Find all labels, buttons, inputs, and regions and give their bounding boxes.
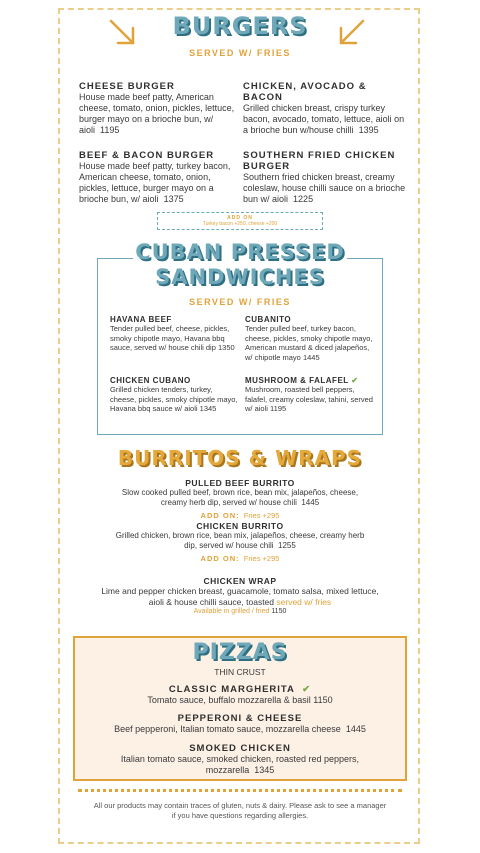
- available-note: Available in grilled / fried: [193, 608, 270, 615]
- item-name: CUBANITO: [245, 315, 292, 324]
- addon-label: ADD ON:: [200, 554, 240, 563]
- menu-item: [110, 376, 240, 414]
- pizzas-title: PIZZAS: [192, 640, 288, 665]
- item-price: 1255: [278, 541, 296, 550]
- allergy-note-line2: if you have questions regarding allergies.: [171, 811, 309, 820]
- menu-item: [100, 576, 380, 615]
- item-price: 1350: [217, 343, 235, 352]
- menu-item: [243, 81, 408, 136]
- menu-item: [245, 376, 375, 414]
- item-price: 1195: [100, 125, 120, 135]
- veg-check-icon: ✔: [351, 376, 359, 385]
- menu-item: [95, 684, 385, 706]
- allergy-note: [70, 801, 410, 821]
- menu-item: [105, 743, 375, 776]
- item-name: CHICKEN WRAP: [203, 576, 277, 586]
- item-price: 1375: [163, 194, 184, 204]
- veg-check-icon: ✔: [302, 684, 312, 695]
- item-price: 1445: [301, 498, 320, 507]
- burgers-title: BURGERS: [172, 12, 308, 40]
- item-name: CHICKEN CUBANO: [110, 376, 191, 385]
- item-desc: Tomato sauce, buffalo mozzarella & basil: [147, 695, 311, 705]
- cuban-title-line2: SANDWICHES: [155, 265, 325, 289]
- burgers-addon-box: [157, 212, 323, 230]
- item-name: PEPPERONI & CHEESE: [177, 713, 303, 724]
- item-name: CLASSIC MARGHERITA: [168, 684, 295, 695]
- allergy-note-line1: All our products may contain traces of gluten, nuts & dairy. Please ask to see a manager: [93, 801, 387, 810]
- item-desc: Beef pepperoni, Italian tomato sauce, mozzarella cheese: [114, 724, 341, 734]
- addon-text: Fries +295: [243, 511, 280, 520]
- item-name: SOUTHERN FRIED CHICKEN BURGER: [243, 150, 396, 172]
- menu-item: [243, 150, 408, 205]
- item-name: PULLED BEEF BURRITO: [185, 478, 295, 488]
- menu-item: [110, 315, 240, 353]
- menu-item: [245, 315, 375, 362]
- item-price: 1150: [271, 608, 287, 615]
- item-desc: Mushroom, roasted bell peppers, falafel, creamy coleslaw, tahini, served w/ aioli: [245, 385, 373, 413]
- menu-item: [95, 713, 385, 735]
- item-desc: Lime and pepper chicken breast, guacamole, tomato salsa, mixed lettuce, aioli & house chilli sauce, toasted: [101, 586, 379, 607]
- pizzas-subtitle: THIN CRUST: [214, 667, 266, 677]
- footer-divider: [78, 789, 402, 792]
- addon-label: ADD ON:: [200, 511, 240, 520]
- menu-item: [79, 150, 239, 205]
- item-price: 1395: [358, 125, 379, 135]
- item-name: CHICKEN BURRITO: [196, 521, 284, 531]
- item-desc: Grilled chicken tenders, turkey, cheese, pickles, smoky chipotle mayo, Havana bbq sauce w/ aioli: [110, 385, 238, 413]
- item-name: MUSHROOM & FALAFEL: [245, 376, 349, 385]
- item-desc: House made beef patty, turkey bacon, American cheese, tomato, onion, pickles, lettuce, burger mayo on a brioche bun, w/ aioli: [79, 161, 231, 204]
- menu-item: [115, 478, 365, 520]
- addon-label: ADD ON: [227, 215, 253, 221]
- arrow-down-left-icon: [336, 18, 366, 48]
- item-desc: Tender pulled beef, turkey bacon, cheese, pickles, smoky chipotle mayo, American mustard & diced jalapeños, w/ chipotle mayo: [245, 324, 373, 362]
- item-price: 1150: [313, 695, 333, 705]
- item-desc: House made beef patty, American cheese, tomato, onion, pickles, lettuce, burger mayo on a brioche bun, w/ aioli: [79, 92, 235, 135]
- item-name: CHEESE BURGER: [79, 81, 175, 92]
- item-desc: Grilled chicken, brown rice, bean mix, jalapeños, cheese, creamy herb dip, served w/ house chili: [115, 531, 365, 550]
- item-desc: Grilled chicken breast, crispy turkey bacon, avocado, tomato, lettuce, aioli on a brioche bun w/house chilli: [243, 103, 405, 135]
- item-name: BEEF & BACON BURGER: [79, 150, 215, 161]
- item-desc: Italian tomato sauce, smoked chicken, roasted red peppers, mozzarella: [120, 754, 360, 775]
- item-desc: Slow cooked pulled beef, brown rice, bean mix, jalapeños, cheese, creamy herb dip, served w/ house chili: [121, 488, 359, 507]
- cuban-subtitle: SERVED W/ FRIES: [189, 297, 291, 307]
- addon-text: Turkey bacon +250, cheese +200: [202, 221, 278, 227]
- burritos-title: BURRITOS & WRAPS: [117, 446, 363, 470]
- item-desc: Tender pulled beef, cheese, pickles, smoky chipotle mayo, Havana bbq sauce, served w/ house chili dip: [110, 324, 230, 352]
- item-name: CHICKEN, AVOCADO & BACON: [243, 81, 367, 103]
- item-price: 1445: [345, 724, 366, 734]
- item-price: 1445: [302, 352, 320, 362]
- addon-text: Fries +295: [243, 554, 280, 563]
- item-name: HAVANA BEEF: [110, 315, 172, 324]
- cuban-title: [120, 240, 360, 290]
- item-price: 1345: [199, 404, 217, 413]
- item-desc: Southern fried chicken breast, creamy coleslaw, house chilli sauce on a brioche bun w/ aioli: [243, 172, 406, 204]
- item-name: SMOKED CHICKEN: [189, 743, 291, 754]
- burgers-subtitle: SERVED W/ FRIES: [189, 48, 291, 58]
- item-price: 1345: [254, 765, 275, 775]
- menu-item: [79, 81, 239, 136]
- arrow-down-right-icon: [108, 18, 138, 48]
- item-price: 1225: [293, 194, 314, 204]
- item-price: 1195: [270, 404, 287, 413]
- menu-item: [115, 521, 365, 563]
- served-note: served w/ fries: [276, 597, 332, 607]
- cuban-title-line1: CUBAN PRESSED: [135, 240, 345, 264]
